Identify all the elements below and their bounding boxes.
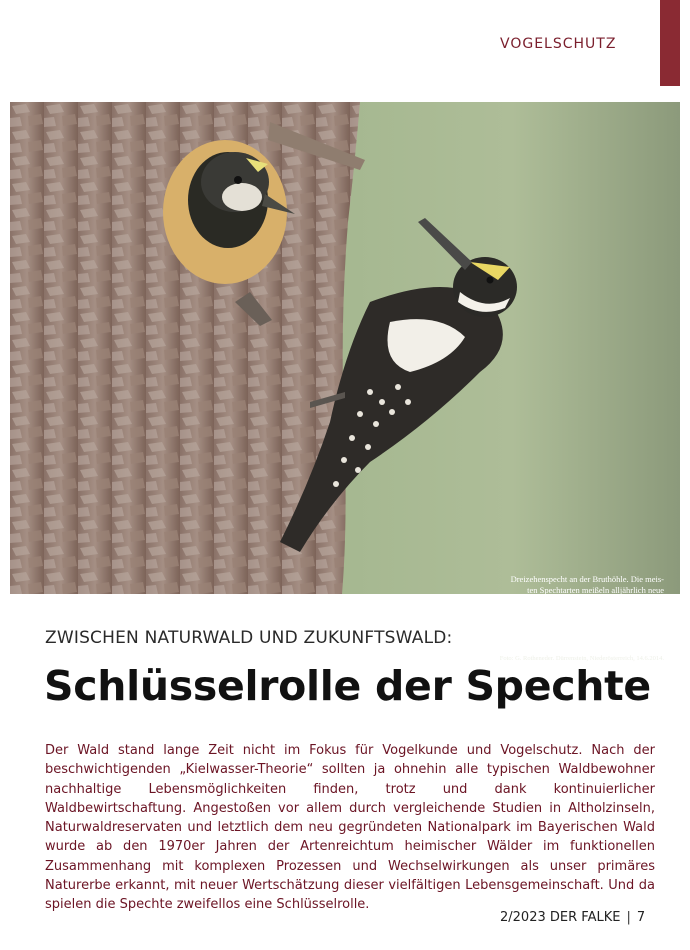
caption-line: bis zu Gartenrotschwanz, Sperlingskauz oder (510, 629, 664, 639)
photo-illustration (10, 102, 680, 594)
caption-line: „sekundären Höhlenbrütern“ – vom Kleiber (514, 618, 664, 628)
caption-line: Wendehals – eine qualitätsvolle Nachnutzung. (506, 640, 664, 650)
section-label: VOGELSCHUTZ (500, 36, 617, 52)
magazine-name: DER FALKE (549, 910, 621, 925)
article-lead: Der Wald stand lange Zeit nicht im Fokus für Vogelkunde und Vogelschutz. Nach der beschwichtigenden „Kielwasser-Theorie“ sollten ja ohnehin alle typischen Waldbewohner nachhaltige Lebensmöglichkeiten finden, trotz und dank kontinuierlicher Waldbewirtschaftung. Angestoßen vor allem durch vergleichende Studien in Altholzinseln, Naturwaldreservaten und letztlich dem neu gegründeten Nationalpark im Bayerischen Wald wurde ab den 1970er Jahren der Artenreichtum heimischer Wälder im funktionellen Zusammenhang mit komplexen Prozessen und Wechselwirkungen als unser primäres Naturerbe erkannt, mit neuer Wertschätzung dieser vielfältigen Lebensgemeinschaft. Und da spielen die Spechte zweifellos eine Schlüsselrolle. (45, 743, 655, 913)
article-kicker: ZWISCHEN NATURWALD UND ZUKUNFTSWALD: (45, 628, 453, 648)
footer-separator: | (626, 910, 631, 925)
caption-line: Dreizehenspecht an der Bruthöhle. Die meis- (510, 574, 664, 584)
photo-credit: Foto: G. Rotheneder. Dürrenstein, Niederösterreich, 14.6.2014. (499, 655, 664, 662)
caption-line: ten Spechtarten meißeln alljährlich neue (527, 585, 664, 595)
section-tab-marker (660, 0, 680, 86)
page-number: 7 (636, 910, 646, 925)
caption-line: Bruthöhlen aus, bevorzugt in bereits verpilzte (508, 596, 664, 606)
article-headline: Schlüsselrolle der Spechte (44, 662, 651, 710)
page-footer (500, 910, 645, 925)
caption-line: Baumstämme, und ermöglichen damit den (519, 607, 664, 617)
issue-number: 2/2023 (500, 910, 546, 925)
photo-caption (458, 574, 664, 651)
